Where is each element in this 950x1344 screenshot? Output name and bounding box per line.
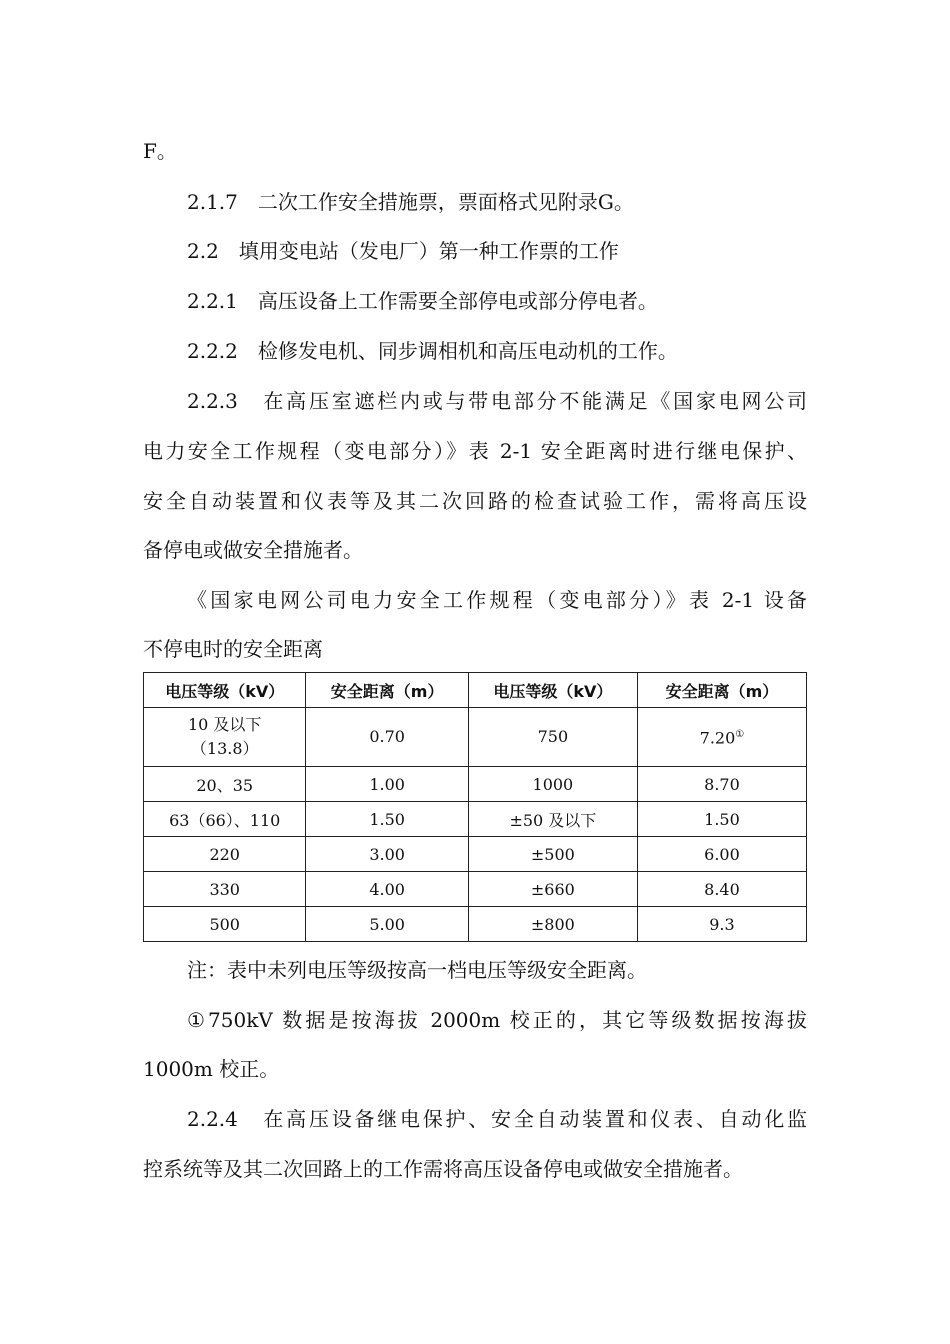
table-cell: 750 <box>468 708 637 767</box>
table-row <box>144 837 807 872</box>
cell-text: 10 及以下 <box>187 715 262 734</box>
table-cell: ±800 <box>468 907 637 942</box>
table-note: 注：表中未列电压等级按高一档电压等级安全距离。 <box>187 958 647 982</box>
table-cell: ±500 <box>468 837 637 872</box>
text-line: 2.1.7 二次工作安全措施票，票面格式见附录G。 <box>187 190 634 214</box>
table-cell: 1.50 <box>306 802 468 837</box>
text-line: 备停电或做安全措施者。 <box>143 538 363 562</box>
table-caption: 《国家电网公司电力安全工作规程（变电部分）》表 2-1 设备 <box>187 588 807 612</box>
table-cell: 1000 <box>468 767 637 802</box>
text-line: 2.2.2 检修发电机、同步调相机和高压电动机的工作。 <box>187 339 678 363</box>
table-row <box>144 767 807 802</box>
section-heading: 2.2 填用变电站（发电厂）第一种工作票的工作 <box>187 239 619 263</box>
table-cell <box>144 708 306 767</box>
table-cell: 4.00 <box>306 872 468 907</box>
column-header: 安全距离（m） <box>637 673 806 708</box>
table-cell: 0.70 <box>306 708 468 767</box>
text-line: 2.2.1 高压设备上工作需要全部停电或部分停电者。 <box>187 289 658 313</box>
table-cell: 3.00 <box>306 837 468 872</box>
table-row <box>144 802 807 837</box>
cell-text: 7.20 <box>699 728 736 748</box>
text-line: F。 <box>143 139 177 163</box>
table-cell: 220 <box>144 837 306 872</box>
table-cell: 6.00 <box>637 837 806 872</box>
table-cell: 1.00 <box>306 767 468 802</box>
column-header: 电压等级（kV） <box>468 673 637 708</box>
text-line: 2.2.3 在高压室遮栏内或与带电部分不能满足《国家电网公司 <box>187 389 807 413</box>
table-row <box>144 708 807 767</box>
table-cell: 9.3 <box>637 907 806 942</box>
table-cell <box>637 708 806 767</box>
table-cell: 8.40 <box>637 872 806 907</box>
table-cell: 20、35 <box>144 767 306 802</box>
table-cell: ±660 <box>468 872 637 907</box>
text-line: 2.2.4 在高压设备继电保护、安全自动装置和仪表、自动化监 <box>187 1107 807 1131</box>
footnote-text: ①750kV 数据是按海拔 2000m 校正的，其它等级数据按海拔 <box>187 1008 807 1032</box>
table-cell: 5.00 <box>306 907 468 942</box>
table-cell: 500 <box>144 907 306 942</box>
text-line: 控系统等及其二次回路上的工作需将高压设备停电或做安全措施者。 <box>143 1157 743 1181</box>
column-header: 电压等级（kV） <box>144 673 306 708</box>
table-caption: 不停电时的安全距离 <box>143 637 323 661</box>
text-line: 安全自动装置和仪表等及其二次回路的检查试验工作，需将高压设 <box>143 489 807 513</box>
footnote-marker: ① <box>735 729 745 741</box>
safety-distance-table <box>143 672 807 942</box>
cell-text: （13.8） <box>190 739 259 758</box>
table-cell: ±50 及以下 <box>468 802 637 837</box>
column-header: 安全距离（m） <box>306 673 468 708</box>
table-cell: 1.50 <box>637 802 806 837</box>
table-cell: 63（66）、110 <box>144 802 306 837</box>
table-row <box>144 907 807 942</box>
footnote-text: 1000m 校正。 <box>143 1057 280 1081</box>
text-line: 电力安全工作规程（变电部分）》表 2-1 安全距离时进行继电保护、 <box>143 439 807 463</box>
table-header-row <box>144 673 807 708</box>
table-cell: 8.70 <box>637 767 806 802</box>
table-cell: 330 <box>144 872 306 907</box>
table-row <box>144 872 807 907</box>
